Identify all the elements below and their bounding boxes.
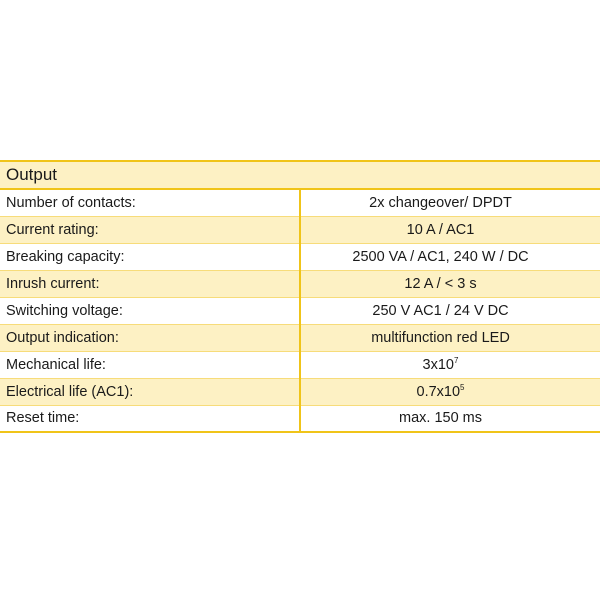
spec-row-electrical-life xyxy=(0,378,600,405)
spec-label: Inrush current: xyxy=(0,270,300,297)
section-title: Output xyxy=(0,161,600,189)
spec-label: Mechanical life: xyxy=(0,351,300,378)
spec-row-reset-time xyxy=(0,405,600,432)
spec-value: 2500 VA / AC1, 240 W / DC xyxy=(300,243,600,270)
spec-value: multifunction red LED xyxy=(300,324,600,351)
spec-label: Breaking capacity: xyxy=(0,243,300,270)
spec-row-current-rating xyxy=(0,216,600,243)
section-header-row xyxy=(0,161,600,189)
output-spec-table xyxy=(0,160,600,433)
spec-label: Current rating: xyxy=(0,216,300,243)
spec-value: 250 V AC1 / 24 V DC xyxy=(300,297,600,324)
spec-label: Output indication: xyxy=(0,324,300,351)
spec-row-mechanical-life xyxy=(0,351,600,378)
spec-value: max. 150 ms xyxy=(300,405,600,432)
spec-label: Electrical life (AC1): xyxy=(0,378,300,405)
spec-row-inrush-current xyxy=(0,270,600,297)
spec-label: Number of contacts: xyxy=(0,189,300,216)
spec-value: 10 A / AC1 xyxy=(300,216,600,243)
spec-value: $3x10^7$ xyxy=(300,351,600,378)
spec-label: Switching voltage: xyxy=(0,297,300,324)
spec-row-number-of-contacts xyxy=(0,189,600,216)
spec-value: 12 A / < 3 s xyxy=(300,270,600,297)
spec-row-output-indication xyxy=(0,324,600,351)
spec-label: Reset time: xyxy=(0,405,300,432)
spec-row-switching-voltage xyxy=(0,297,600,324)
spec-row-breaking-capacity xyxy=(0,243,600,270)
spec-value: 2x changeover/ DPDT xyxy=(300,189,600,216)
spec-value: $0.7x10^5$ xyxy=(300,378,600,405)
